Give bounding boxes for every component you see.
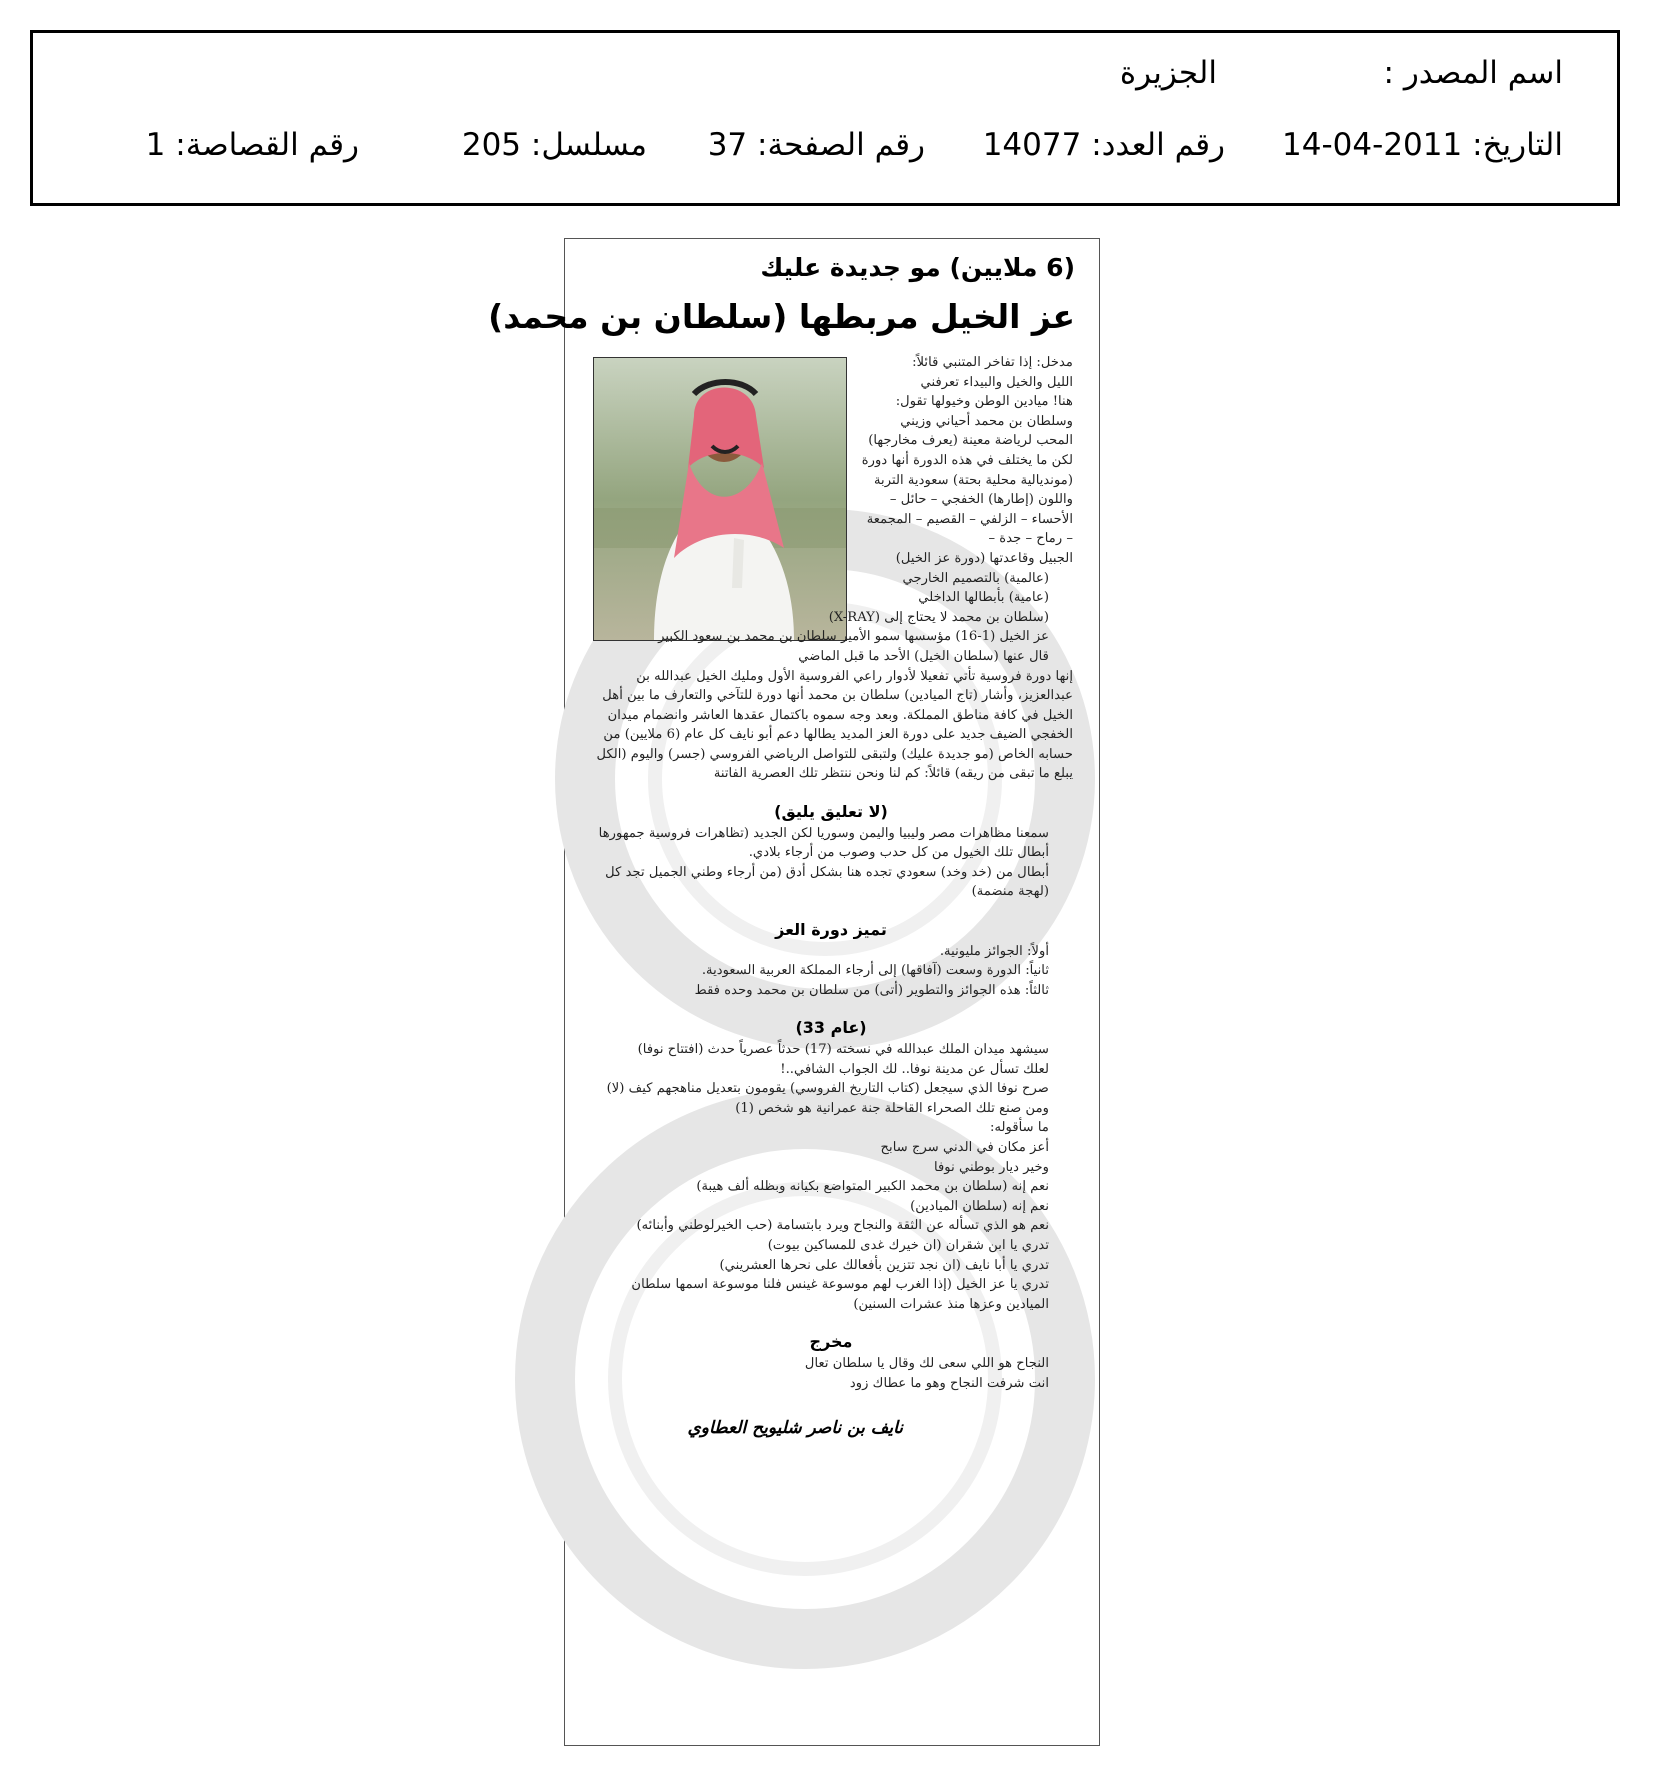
paragraph-line: نعم إنه (سلطان بن محمد الكبير المتواضع بكيانه وبظله ألف هيبة) [696, 1179, 1049, 1195]
clip-field [146, 127, 359, 163]
paragraph-line: ثالثاً: هذه الجوائز والتطوير (أتى) من سلطان بن محمد وحده فقط [694, 982, 1049, 998]
paragraph-line: أولاً: الجوائز مليونية. [939, 943, 1049, 959]
intro-line: وسلطان بن محمد أحياني وزيني [900, 413, 1073, 429]
intro-line: مدخل: إذا تفاخر المتنبي قائلاً: [912, 355, 1073, 370]
paragraph-line: تدري يا أبا نايف (ان نجد تتزين بأفعالك على نحرها العشريني) [719, 1257, 1049, 1273]
source-label: اسم المصدر : [1383, 55, 1563, 91]
page-field [708, 127, 925, 163]
main-text [589, 549, 1073, 1439]
issue-value: 14077 [982, 127, 1082, 163]
section-heading: تميز دورة العز [775, 920, 887, 940]
page-value: 37 [707, 127, 748, 163]
paragraph-line: ثانياً: الدورة وسعت (آفاقها) إلى أرجاء المملكة العربية السعودية. [701, 963, 1049, 979]
paragraph-line: تدري يا ابن شقران (ان خيرك غدى للمساكين بيوت) [767, 1237, 1049, 1253]
intro-column [861, 353, 1073, 549]
source-value: الجزيرة [1119, 55, 1217, 91]
article-headline: عز الخيل مربطها (سلطان بن محمد) [488, 297, 1075, 336]
article-body [589, 353, 1073, 1439]
intro-line: المحب لرياضة معينة (يعرف مخارجها) لكن ما يختلف في هذه الدورة أنها دورة (مونديالية محلية بحتة) سعودية التربة واللون (إطارها) الخفجي – حائل – الأحساء – الزلفي – القصيم – المجمعة – رماح – جدة – [861, 433, 1073, 547]
paragraph-line: نعم إنه (سلطان الميادين) [910, 1198, 1049, 1214]
date-value: 2011-04-14 [1282, 127, 1463, 163]
page-label: رقم الصفحة: [757, 127, 925, 163]
issue-field [983, 127, 1225, 163]
paragraph-line: قال عنها (سلطان الخيل) الأحد ما قبل الماضي [798, 648, 1049, 664]
paragraph-line: نعم هو الذي تسأله عن الثقة والنجاح ويرد بابتسامة (حب الخيرلوطني وأبنائه) [636, 1218, 1049, 1234]
paragraph-line: (سلطان بن محمد لا يحتاج إلى (X-RAY) [828, 609, 1049, 625]
paragraph-line: النجاح هو اللي سعى لك وقال يا سلطان تعال [804, 1355, 1049, 1371]
serial-field [462, 127, 647, 163]
date-field [1282, 127, 1563, 163]
section-heading: مخرج [809, 1332, 853, 1352]
paragraph-line: تدري يا عز الخيل (إذا الغرب لهم موسوعة غينس فلنا موسوعة اسمها سلطان الميادين وعزها منذ عشرات السنين) [631, 1277, 1049, 1312]
paragraph-line: ما سأقوله: [990, 1120, 1049, 1136]
intro-line: الجبيل وقاعدتها (دورة عز الخيل) [895, 550, 1073, 566]
paragraph-line: سيشهد ميدان الملك عبدالله في نسخته (17) حدثاً عصرياً حدث (افتتاح نوفا) [637, 1042, 1049, 1057]
intro-line: الليل والخيل والبيداء تعرفني [920, 374, 1073, 390]
section-heading: (عام 33) [795, 1018, 867, 1038]
paragraph-line: لعلك تسأل عن مدينة نوفا.. لك الجواب الشافي..! [780, 1061, 1049, 1077]
clip-label: رقم القصاصة: [175, 127, 359, 163]
section-heading: (لا تعليق يليق) [774, 802, 888, 822]
date-label: التاريخ: [1472, 127, 1563, 163]
clipping-info-box [30, 30, 1620, 206]
paragraph-line: صرح نوفا الذي سيجعل (كتاب التاريخ الفروسي) يقومون بتعديل مناهجهم كيف (لا) ومن صنع تلك الصحراء القاحلة جنة عمرانية هو شخص (1) [606, 1081, 1049, 1116]
newspaper-clipping [488, 238, 1100, 1746]
paragraph-line: سمعنا مظاهرات مصر وليبيا واليمن وسوريا لكن الجديد (تظاهرات فروسية جمهورها أبطال تلك الخيول من كل حدب وصوب من أرجاء بلادي. [598, 825, 1049, 861]
paragraph-line: أعز مكان في الدني سرج سابح [880, 1139, 1049, 1155]
serial-value: 205 [461, 127, 522, 163]
paragraph-line: إنها دورة فروسية تأتي تفعيلا لأدوار راعي الفروسية الأول ومليك الخيل عبدالله بن عبدالعزيز، وأشار (تاج الميادين) سلطان بن محمد أنها دورة للتآخي والتعارف ما بين أهل الخيل في كافة مناطق المملكة. وبعد وجه سموه باكتمال عقدها العاشر وانضمام ميدان الخفجي الضيف جديد على دورة العز المديد يطالها دعم أبو نايف كل عام (6 ملايين) من حسابه الخاص (مو جديدة عليك) ولتبقى للتواصل الرياضي الفروسي (جسر) واليوم (الكل يبلع ما تبقى من ريقه) قائلاً: كم لنا ونحن ننتظر تلك العصرية الفاتنة [596, 668, 1073, 782]
intro-line: هنا! ميادين الوطن وخيولها تقول: [895, 394, 1073, 410]
article-kicker: (6 ملايين) مو جديدة عليك [760, 253, 1075, 282]
paragraph-line: انت شرفت النجاح وهو ما عطاك زود [849, 1375, 1049, 1391]
paragraph-line: أبطال من (خد وخد) سعودي تجده هنا بشكل أدق (من أرجاء وطني الجميل تجد كل (لهجة منضمة) [605, 864, 1049, 900]
clip-value: 1 [145, 127, 166, 163]
paragraph-line: عز الخيل (1-16) مؤسسها سمو الأمير سلطان بن محمد بن سعود الكبير [658, 629, 1049, 645]
paragraph-line: وخير ديار بوطني نوفا [933, 1159, 1049, 1175]
paragraph-line: (عامية) بأبطالها الداخلي [918, 590, 1049, 606]
issue-label: رقم العدد: [1091, 127, 1225, 163]
serial-label: مسلسل: [530, 127, 647, 163]
paragraph-line: (عالمية) بالتصميم الخارجي [902, 570, 1049, 586]
author-signature: نايف بن ناصر شليويح العطاوي [687, 1418, 903, 1439]
